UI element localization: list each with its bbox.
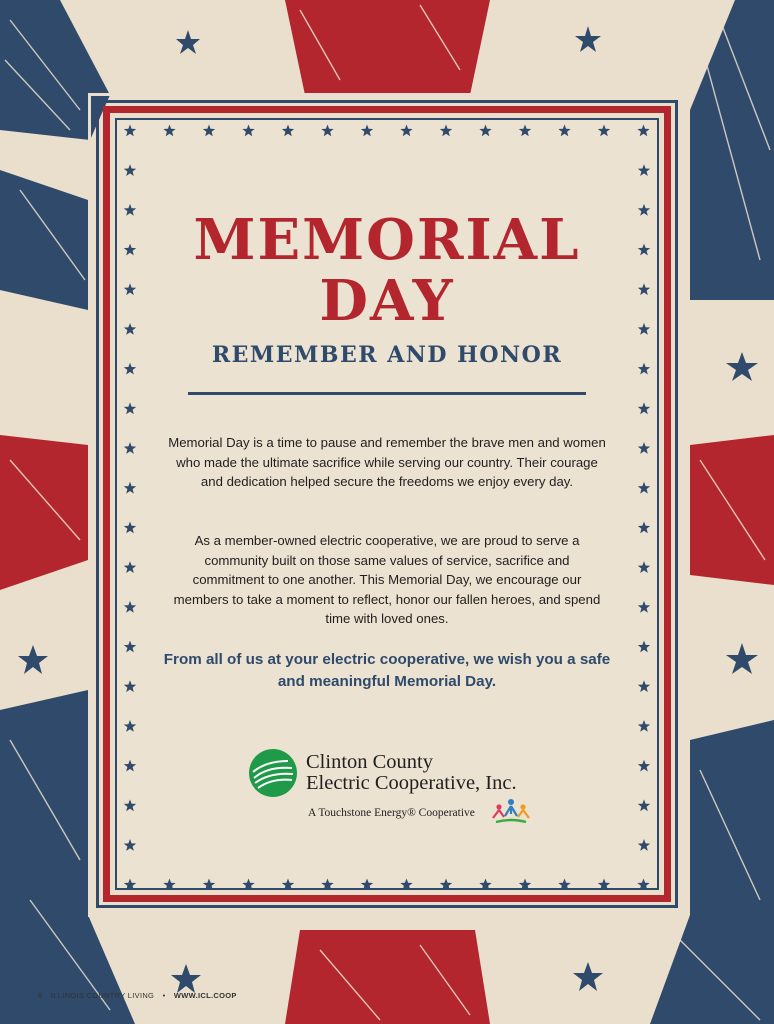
border-star-icon [124, 760, 136, 772]
border-star-icon [124, 641, 136, 653]
border-star-icon [440, 879, 452, 891]
border-star-icon [598, 125, 610, 137]
border-star-icon [242, 125, 254, 137]
border-star-icon [124, 442, 136, 454]
border-star-icon [203, 879, 215, 891]
border-star-icon [124, 482, 136, 494]
border-star-icon [124, 720, 136, 732]
border-star-icon [637, 879, 649, 891]
closing-message: From all of us at your electric cooperative, we wish you a safe and meaningful Memorial Day. [163, 651, 611, 690]
border-star-icon [282, 879, 294, 891]
border-star-icon [124, 125, 136, 137]
cooperative-name [306, 752, 517, 794]
border-star-icon [479, 125, 491, 137]
page-number: 6 [38, 991, 43, 1000]
border-star-icon [638, 601, 650, 613]
border-star-icon [638, 641, 650, 653]
border-star-icon [124, 601, 136, 613]
border-star-icon [519, 879, 531, 891]
border-star-icon [638, 680, 650, 692]
border-star-icon [124, 164, 136, 176]
border-star-icon [124, 522, 136, 534]
title-line-2: DAY [319, 268, 455, 334]
green-globe-icon [248, 748, 298, 798]
cooperative-name-line-1: Clinton County [306, 751, 434, 773]
border-star-icon [400, 879, 412, 891]
body-paragraph-2: As a member-owned electric cooperative, we are proud to serve a community built on those same values of service, sacrifice and commitment to one another. This Memorial Day, we encourage our members to take a moment to reflect, honor our fallen heroes, and spend time with loved ones. [173, 533, 601, 626]
border-star-icon [638, 799, 650, 811]
border-star-icon [558, 125, 570, 137]
border-star-icon [638, 720, 650, 732]
touchstone-tagline: A Touchstone Energy® Cooperative [308, 807, 475, 819]
border-star-icon [598, 879, 610, 891]
border-star-icon [638, 522, 650, 534]
border-star-icon [282, 125, 294, 137]
page-footer [38, 991, 243, 1000]
border-star-icon [638, 402, 650, 414]
border-star-icon [638, 760, 650, 772]
cooperative-name-line-2: Electric Cooperative, Inc. [306, 772, 517, 794]
border-star-icon [440, 125, 452, 137]
divider-rule [188, 392, 586, 395]
border-star-icon [124, 402, 136, 414]
publication-url: WWW.ICL.COOP [173, 991, 237, 1000]
border-star-icon [124, 879, 136, 891]
border-star-icon [638, 482, 650, 494]
border-star-icon [638, 561, 650, 573]
border-star-icon [637, 125, 649, 137]
border-star-icon [203, 125, 215, 137]
border-star-icon [242, 879, 254, 891]
border-star-icon [163, 125, 175, 137]
border-star-icon [638, 164, 650, 176]
border-star-icon [321, 879, 333, 891]
border-star-icon [361, 879, 373, 891]
border-star-icon [124, 799, 136, 811]
touchstone-energy-people-icon [490, 798, 532, 826]
border-star-icon [124, 561, 136, 573]
border-star-icon [361, 125, 373, 137]
publication-name: ILLINOIS COUNTRY LIVING [50, 991, 155, 1000]
border-star-icon [519, 125, 531, 137]
title-line-1: MEMORIAL [193, 207, 581, 273]
border-star-icon [638, 442, 650, 454]
border-star-icon [124, 680, 136, 692]
border-star-icon [558, 879, 570, 891]
border-star-icon [163, 879, 175, 891]
footer-separator: • [162, 991, 166, 1000]
subtitle: REMEMBER AND HONOR [211, 342, 563, 368]
border-star-icon [400, 125, 412, 137]
border-star-icon [124, 839, 136, 851]
border-star-icon [321, 125, 333, 137]
body-paragraph-1: Memorial Day is a time to pause and remember the brave men and women who made the ultimate sacrifice while serving our country. Their courage and dedication helped secure the freedoms we enjoy every day. [168, 435, 606, 489]
border-star-icon [479, 879, 491, 891]
border-star-icon [638, 839, 650, 851]
